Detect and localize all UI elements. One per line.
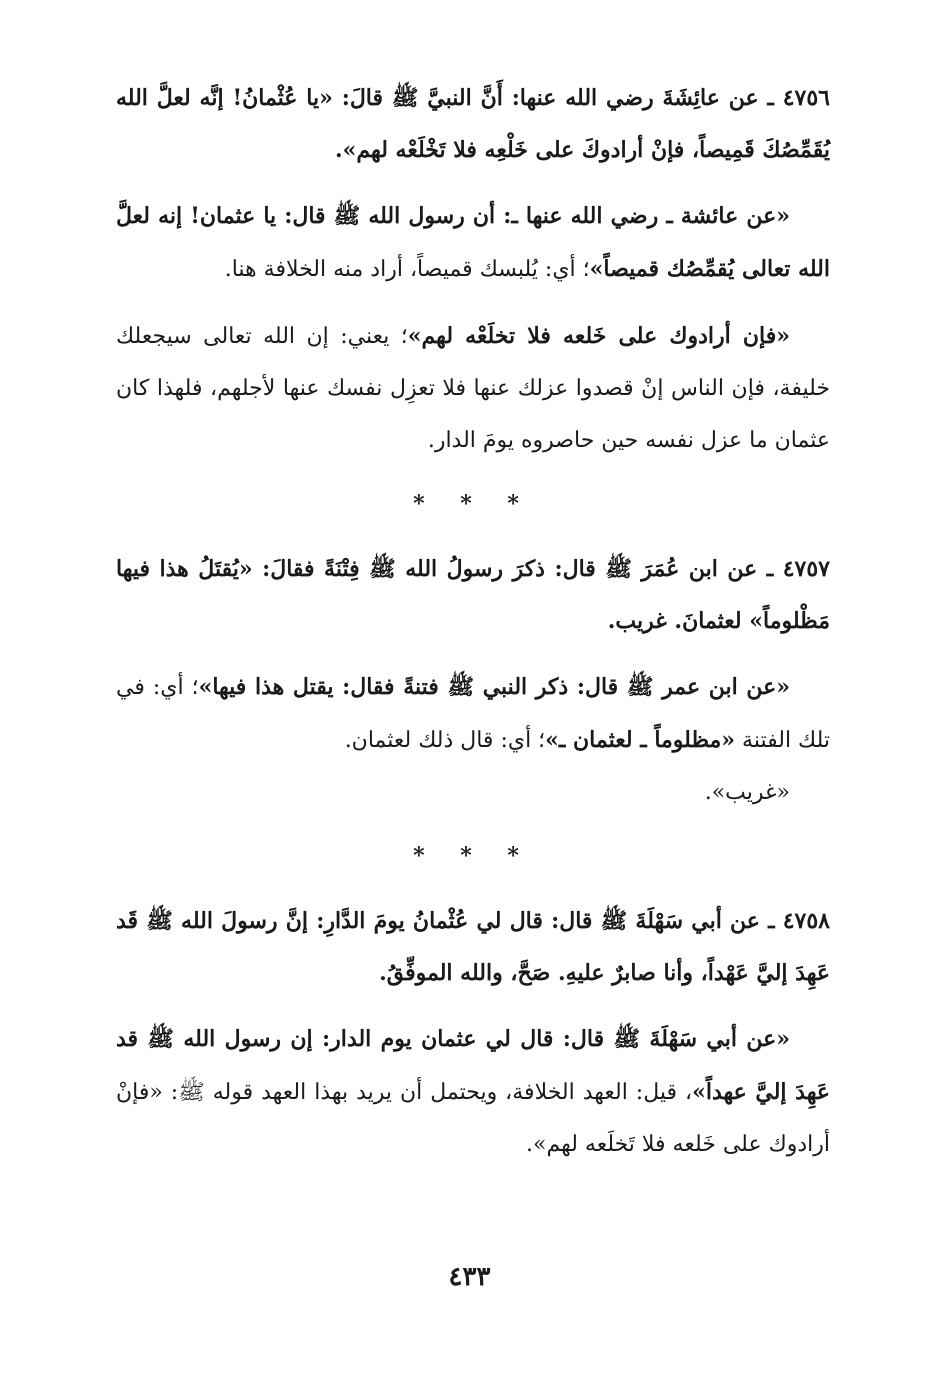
- commentary-text: ؛ أي: يُلبسك قميصاً، أراد منه الخلافة هنا.: [224, 257, 590, 282]
- hadith-4756-matn: ٤٧٥٦ ـ عن عائِشَةَ رضي الله عنها: أَنَّ النبيَّ ﷺ قالَ: «يا عُثْمانُ! إنَّه لعلَّ الله يُقَمِّصُكَ قَمِيصاً، فإنْ أرادوكَ على خَلْعِه فلا تَخْلَعْه لهم».: [116, 85, 830, 163]
- page-body: [116, 72, 830, 1171]
- commentary-text: ؛ أي: قال ذلك لعثمان.: [344, 728, 546, 753]
- commentary-text: ، قيل: العهد الخلافة، ويحتمل أن يريد بهذا العهد قوله ﷺ: «فإنْ أرادوك على خَلعه فلا تَخلَعه لهم».: [116, 1080, 830, 1157]
- quoted-text: «مظلوماً ـ لعثمان ـ»: [545, 727, 736, 753]
- section-separator: * * *: [413, 491, 533, 517]
- hadith-4757-commentary-2: «غريب».: [704, 780, 790, 805]
- hadith-4756-commentary-2: [116, 310, 830, 467]
- commentary-text: ؛ أي: في تلك الفتنة: [116, 675, 830, 753]
- page-number: ٤٣٣: [448, 1262, 491, 1292]
- hadith-4758-commentary: [116, 1013, 830, 1171]
- hadith-4757-commentary-1: [116, 661, 830, 767]
- quoted-text: «عن ابن عمر ﷺ قال: ذكر النبي ﷺ فتنةً فقال: يقتل هذا فيها»: [198, 674, 790, 700]
- quoted-text: «عن عائشة ـ رضي الله عنها ـ: أن رسول الله ﷺ قال: يا عثمان! إنه لعلَّ الله تعالى يُقمِّصُك قميصاً»: [116, 203, 830, 282]
- quoted-text: «فإن أرادوك على خَلعه فلا تخلَعْه لهم»: [407, 323, 791, 349]
- hadith-4758-matn: ٤٧٥٨ ـ عن أبي سَهْلَةَ ﷺ قال: قال لي عُثْمانُ يومَ الدَّارِ: إنَّ رسولَ الله ﷺ قَد عَهِدَ إليَّ عَهْداً، وأنا صابرٌ عليهِ. صَحَّ، والله الموفِّقُ.: [116, 908, 830, 986]
- quoted-text: «عن أبي سَهْلَةَ ﷺ قال: قال لي عثمان يوم الدار: إن رسول الله ﷺ قد عَهِدَ إليَّ عهداً»: [116, 1026, 830, 1105]
- hadith-4756-commentary-1: [116, 190, 830, 296]
- section-separator: * * *: [413, 843, 533, 869]
- hadith-4757-matn: ٤٧٥٧ ـ عن ابن عُمَرَ ﷺ قال: ذكرَ رسولُ الله ﷺ فِتْنَةً فقالَ: «يُقتَلُ هذا فيها مَظْلوماً» لعثمانَ. غريب.: [116, 556, 830, 634]
- commentary-text: ؛ يعني: إن الله تعالى سيجعلك خليفة، فإن الناس إنْ قصدوا عزلك عنها فلا تعزِل نفسك عنها لأجلهم، فلهذا كان عثمان ما عزل نفسه حين حاصروه يومَ الدار.: [116, 324, 830, 453]
